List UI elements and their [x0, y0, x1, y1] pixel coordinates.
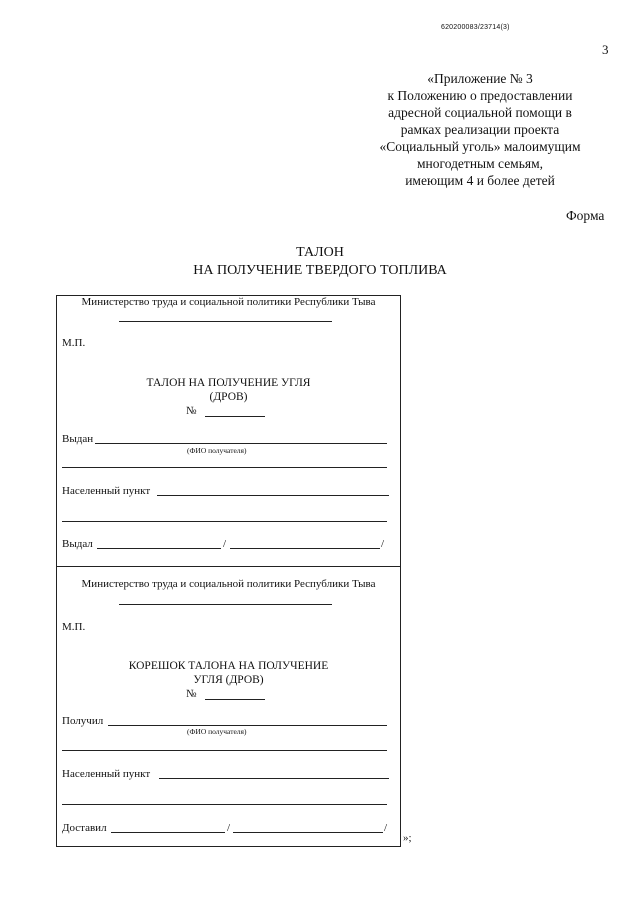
stub-recipient-caption: (ФИО получателя): [187, 727, 247, 736]
issued-by-label: Выдал: [62, 538, 93, 550]
stub-signature-separator: /: [227, 822, 231, 834]
stub-ministry-underline: [119, 604, 332, 605]
stub-heading-line-1: КОРЕШОК ТАЛОНА НА ПОЛУЧЕНИЕ: [128, 660, 329, 672]
section-divider: [56, 566, 401, 567]
stub-heading: [56, 659, 401, 687]
coupon-number-field[interactable]: [205, 416, 265, 417]
issued-by-field[interactable]: [97, 548, 221, 549]
appendix-line: «Приложение № 3: [427, 71, 533, 86]
issued-to-field-line-2[interactable]: [62, 467, 387, 468]
appendix-line: к Положению о предоставлении: [387, 88, 573, 103]
appendix-reference: [370, 70, 590, 189]
form-label: Форма: [566, 208, 605, 223]
received-label: Получил: [62, 715, 104, 727]
appendix-line: многодетным семьям,: [416, 156, 544, 171]
coupon-ministry: Министерство труда и социальной политики Республики Тыва: [81, 296, 376, 308]
stub-heading-line-2: УГЛЯ (ДРОВ): [193, 674, 264, 686]
settlement-field-line-2[interactable]: [62, 521, 387, 522]
settlement-label: Населенный пункт: [62, 485, 151, 497]
issued-to-label: Выдан: [62, 433, 94, 445]
stub-stamp-label: М.П.: [62, 621, 86, 633]
issued-by-signature-field[interactable]: [230, 548, 380, 549]
closing-quote: »;: [403, 832, 412, 844]
received-field-line-2[interactable]: [62, 750, 387, 751]
stub-number-label: №: [186, 688, 197, 700]
coupon-heading-line-1: ТАЛОН НА ПОЛУЧЕНИЕ УГЛЯ: [146, 377, 311, 389]
delivered-signature-field[interactable]: [233, 832, 383, 833]
stub-ministry: Министерство труда и социальной политики Республики Тыва: [81, 578, 376, 590]
document-id: 620200083/23714(3): [441, 24, 510, 31]
delivered-field[interactable]: [111, 832, 225, 833]
received-field[interactable]: [108, 725, 387, 726]
title-line-1: ТАЛОН: [296, 245, 344, 260]
recipient-caption: (ФИО получателя): [187, 446, 247, 455]
appendix-line: адресной социальной помощи в: [388, 105, 572, 120]
stub-signature-end-separator: /: [384, 822, 388, 834]
delivered-label: Доставил: [62, 822, 107, 834]
issued-to-field[interactable]: [95, 443, 387, 444]
settlement-field[interactable]: [157, 495, 389, 496]
stub-number-field[interactable]: [205, 699, 265, 700]
appendix-line: «Социальный уголь» малоимущим: [379, 139, 581, 154]
stub-settlement-field-line-2[interactable]: [62, 804, 387, 805]
appendix-line: рамках реализации проекта: [400, 122, 560, 137]
signature-separator: /: [223, 538, 227, 550]
title-line-2: НА ПОЛУЧЕНИЕ ТВЕРДОГО ТОПЛИВА: [193, 263, 447, 278]
stub-settlement-field[interactable]: [159, 778, 389, 779]
signature-end-separator: /: [381, 538, 385, 550]
ministry-underline: [119, 321, 332, 322]
coupon-heading-line-2: (ДРОВ): [209, 391, 248, 403]
coupon-number-label: №: [186, 405, 197, 417]
appendix-line: имеющим 4 и более детей: [405, 173, 555, 188]
page-number: 3: [602, 42, 609, 57]
page-title: [170, 244, 470, 280]
coupon-stamp-label: М.П.: [62, 337, 86, 349]
coupon-heading: [56, 376, 401, 404]
stub-settlement-label: Населенный пункт: [62, 768, 151, 780]
